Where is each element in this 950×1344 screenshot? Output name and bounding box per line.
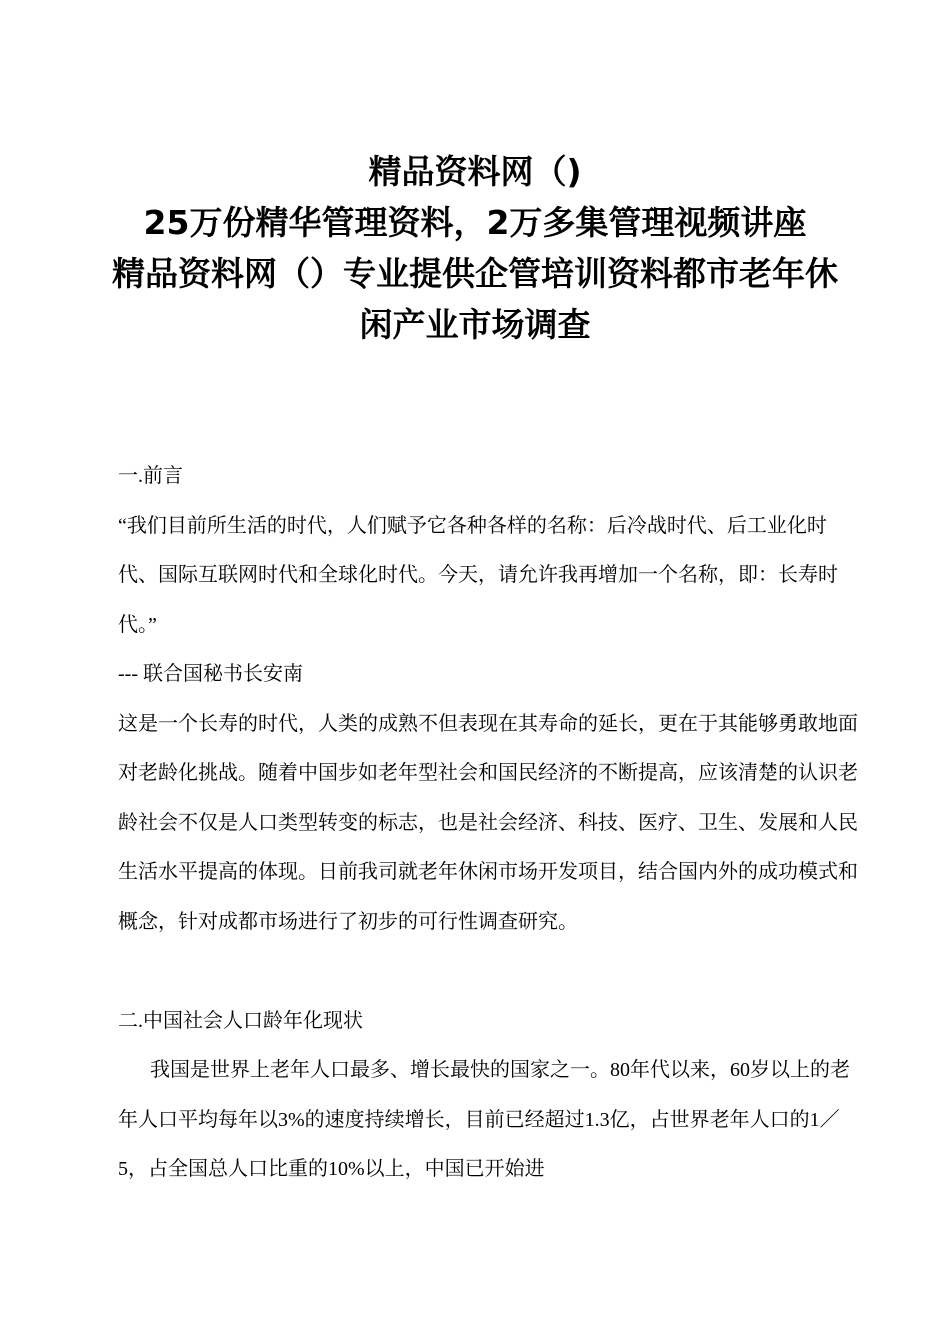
aging-paragraph: 我国是世界上老年人口最多、增长最快的国家之一。80年代以来，60岁以上的老年人口平均每年以3%的速度持续增长，目前已经超过1.3亿，占世界老年人口的1／5，占全国总人口比重的10%以上，中国已开始进 xyxy=(118,1059,850,1180)
quote-paragraph: “我们目前所生活的时代，人们赋予它各种各样的名称：后冷战时代、后工业化时代、国际互联网时代和全球化时代。今天，请允许我再增加一个名称，即：长寿时代。” xyxy=(118,514,838,636)
intro-paragraph: 这是一个长寿的时代，人类的成熟不但表现在其寿命的延长，更在于其能够勇敢地面对老龄化挑战。随着中国步如老年型社会和国民经济的不断提高，应该清楚的认识老龄社会不仅是人口类型转变的标志，也是社会经济、科技、医疗、卫生、发展和人民生活水平提高的体现。日前我司就老年休闲市场开发项目，结合国内外的成功模式和概念，针对成都市场进行了初步的可行性调查研究。 xyxy=(118,712,858,933)
section-heading-preface: 一.前言 xyxy=(118,465,183,487)
title-line-report: 精品资料网（）专业提供企管培训资料都市老年休闲产业市场调查 xyxy=(112,254,838,344)
title-line-site: 精品资料网（) xyxy=(368,152,582,191)
document-body xyxy=(118,452,858,1195)
section-heading-aging: 二.中国社会人口龄年化现状 xyxy=(118,1009,363,1032)
quote-attribution: --- 联合国秘书长安南 xyxy=(118,663,303,685)
title-line-promo: 25万份精华管理资料，2万多集管理视频讲座 xyxy=(143,203,807,242)
paragraph-spacer xyxy=(118,947,858,997)
document-title xyxy=(110,146,840,350)
